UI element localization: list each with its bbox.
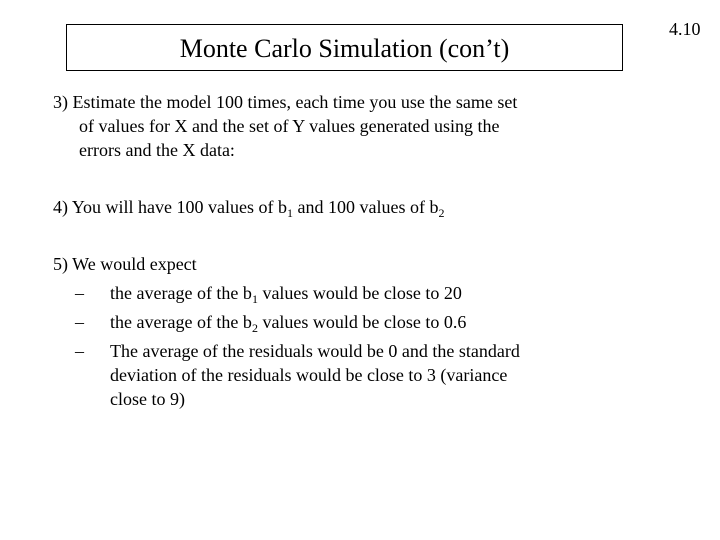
bullet-3-line-1: The average of the residuals would be 0 and the standard bbox=[110, 341, 520, 361]
point-4-middle: and 100 values of b bbox=[292, 197, 439, 217]
point-4-subscript-2: 2 bbox=[438, 206, 445, 220]
point-5-bullet-2 bbox=[75, 310, 466, 334]
point-3-line-2: of values for X and the set of Y values generated using the bbox=[79, 116, 500, 136]
slide-title-box bbox=[66, 24, 623, 71]
point-3-line-1: 3) Estimate the model 100 times, each time you use the same set bbox=[53, 92, 518, 112]
point-5-bullet-3 bbox=[75, 339, 520, 411]
point-3-line-3: errors and the X data: bbox=[79, 140, 235, 160]
slide-title: Monte Carlo Simulation (con’t) bbox=[179, 33, 510, 63]
point-5-bullet-1 bbox=[75, 281, 462, 305]
bullet-3-line-2: deviation of the residuals would be close to 3 (variance bbox=[110, 365, 508, 385]
dash-marker: – bbox=[75, 283, 84, 303]
bullet-1-prefix: the average of the b bbox=[110, 283, 252, 303]
dash-marker: – bbox=[75, 341, 84, 361]
dash-marker: – bbox=[75, 312, 84, 332]
bullet-1-suffix: values would be close to 20 bbox=[257, 283, 462, 303]
slide-number: 4.10 bbox=[669, 19, 701, 39]
point-4 bbox=[53, 195, 444, 219]
point-3 bbox=[53, 90, 517, 162]
bullet-2-prefix: the average of the b bbox=[110, 312, 252, 332]
bullet-1-subscript: 1 bbox=[251, 292, 258, 306]
point-4-subscript-1: 1 bbox=[286, 206, 293, 220]
bullet-2-subscript: 2 bbox=[251, 321, 258, 335]
point-5-label: 5) We would expect bbox=[53, 254, 197, 274]
point-4-prefix: 4) You will have 100 values of b bbox=[53, 197, 287, 217]
bullet-3-line-3: close to 9) bbox=[110, 389, 185, 409]
bullet-2-suffix: values would be close to 0.6 bbox=[257, 312, 467, 332]
